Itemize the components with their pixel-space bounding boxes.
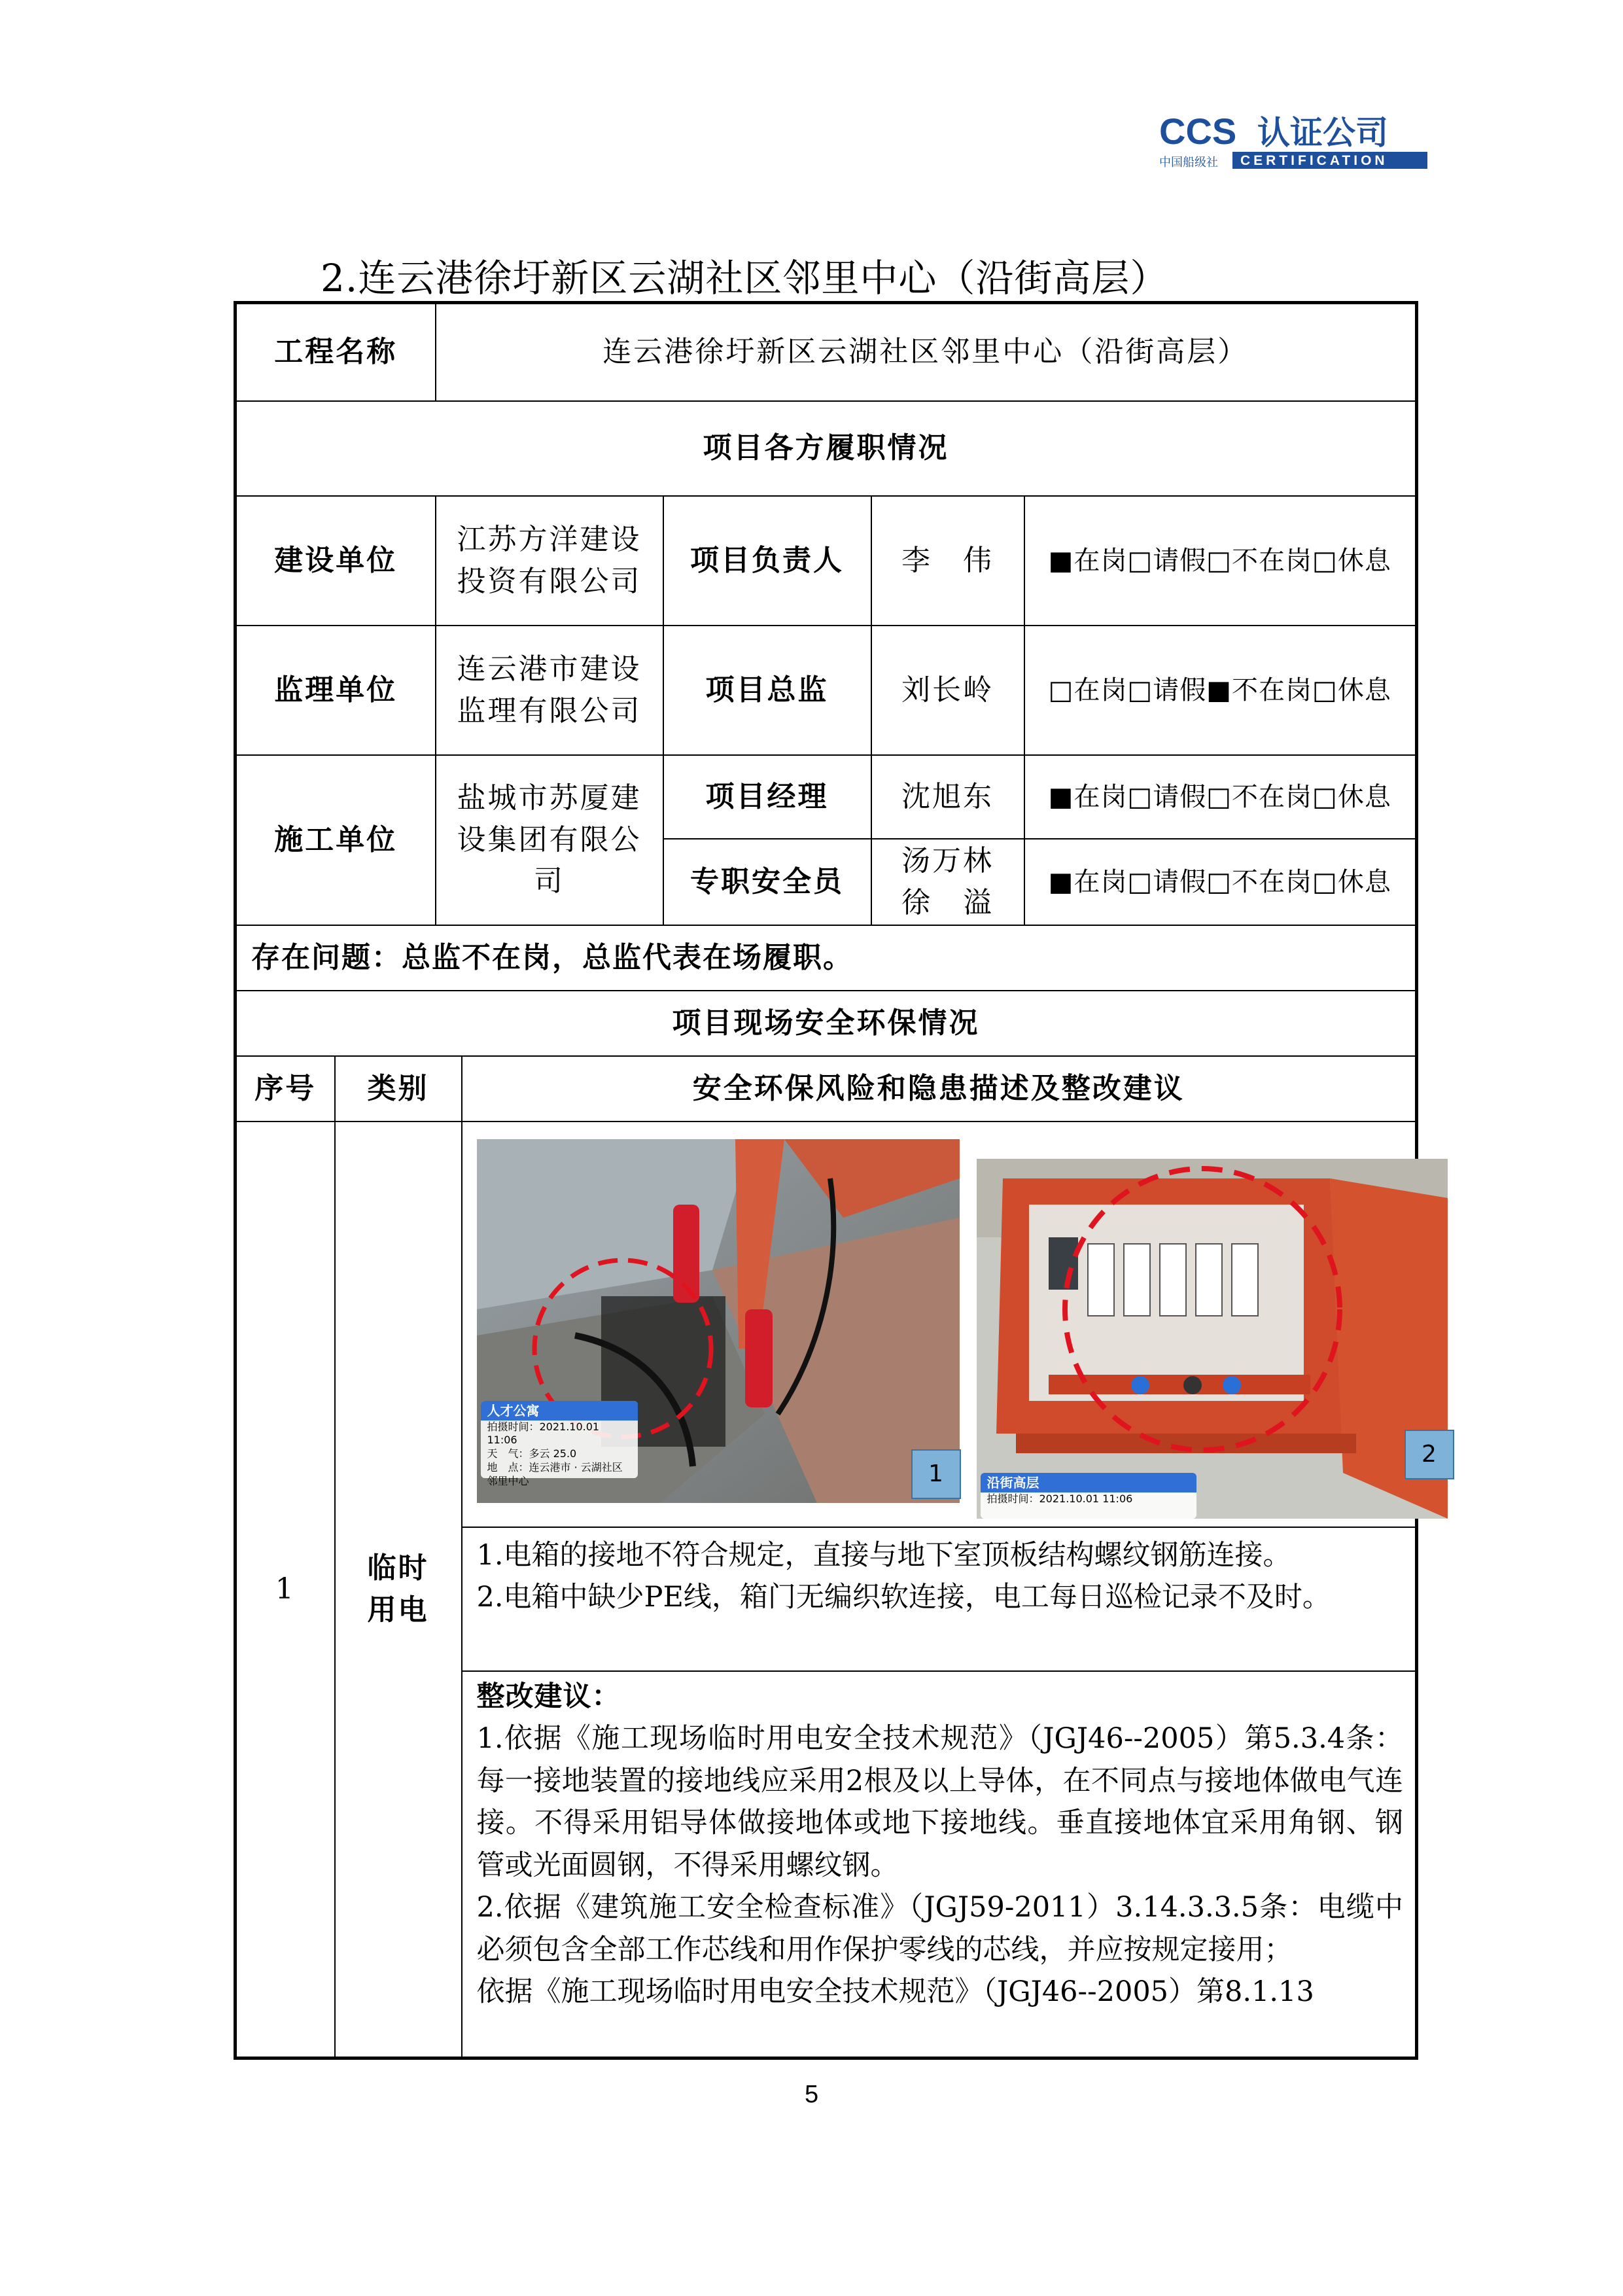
photo-1-badge: 1: [911, 1449, 961, 1499]
rectification-suggestions: [462, 1671, 1417, 2058]
photo-2-stamp-title: 沿街高层: [981, 1473, 1196, 1492]
suggestion-item: 1.依据《施工现场临时用电安全技术规范》（JGJ46--2005）第5.3.4条：每一接地装置的接地线应采用2根及以上导体，在不同点与接地体做电气连接。不得采用铝导体做接地体或地下接地线。垂直接地体宜采用角钢、钢管或光面圆钢，不得采用螺纹钢。: [476, 1722, 1404, 1882]
person-project-leader: 李 伟: [871, 496, 1024, 626]
section-title: 2.连云港徐圩新区云湖社区邻里中心（沿街高层）: [321, 256, 1169, 300]
company-logo: [1159, 110, 1429, 170]
photo-2-badge: 2: [1405, 1430, 1454, 1479]
issue-text: 存在问题：总监不在岗，总监代表在场履职。: [236, 925, 1417, 991]
item-type: 临时用电: [335, 1122, 462, 2058]
col-header-type: 类别: [335, 1056, 462, 1122]
photo-distribution-box: [977, 1159, 1448, 1519]
role-chief-supervisor: 项目总监: [663, 626, 871, 755]
unit-label-construction: 建设单位: [236, 496, 436, 626]
inspection-table: [234, 301, 1437, 2060]
unit-name-construction: 江苏方洋建设投资有限公司: [436, 496, 663, 626]
suggestion-item: 2.依据《建筑施工安全检查标准》（JGJ59-2011）3.14.3.3.5条：电缆中必须包含全部工作芯线和用作保护零线的芯线，并应按规定接用；: [476, 1891, 1404, 1966]
suggestion-item: 依据《施工现场临时用电安全技术规范》（JGJ46--2005）第8.1.13: [476, 1975, 1314, 2008]
photo-1-stamp-line: 地 点：连云港市 · 云湖社区邻里中心: [487, 1460, 623, 1487]
project-name-value: 连云港徐圩新区云湖社区邻里中心（沿街高层）: [436, 303, 1417, 401]
unit-label-builder: 施工单位: [236, 755, 436, 925]
project-name-label: 工程名称: [236, 303, 436, 401]
col-header-desc: 安全环保风险和隐患描述及整改建议: [462, 1056, 1417, 1122]
logo-sub-left: 中国船级社: [1159, 156, 1218, 169]
logo-sub-right: CERTIFICATION: [1240, 153, 1388, 168]
page-number: 5: [805, 2081, 819, 2108]
role-project-manager: 项目经理: [663, 755, 871, 839]
logo-ccs-text: CCS: [1159, 111, 1237, 152]
problem-description: [462, 1527, 1417, 1671]
photo-grounding: [477, 1139, 960, 1503]
photo-1-stamp-line: 拍摄时间：2021.10.01 11:06: [487, 1420, 600, 1447]
suggestions-title: 整改建议：: [476, 1680, 621, 1713]
item-no: 1: [236, 1122, 335, 2058]
photo-2-stamp-line: 拍摄时间：2021.10.01 11:06: [986, 1492, 1133, 1505]
person-project-manager: 沈旭东: [871, 755, 1024, 839]
status-project-leader: ■在岗□请假□不在岗□休息: [1024, 496, 1417, 626]
duties-heading: 项目各方履职情况: [236, 401, 1417, 496]
role-safety-officer: 专职安全员: [663, 839, 871, 925]
person-chief-supervisor: 刘长岭: [871, 626, 1024, 755]
photo-2-stamp: [981, 1473, 1196, 1519]
problem-item: 1.电箱的接地不符合规定，直接与地下室顶板结构螺纹钢筋连接。: [476, 1538, 1291, 1572]
photo-1-stamp-line: 天 气：多云 25.0: [487, 1447, 577, 1460]
status-chief-supervisor: □在岗□请假■不在岗□休息: [1024, 626, 1417, 755]
safety-heading: 项目现场安全环保情况: [236, 991, 1417, 1056]
photo-1-stamp-title: 人才公寓: [481, 1401, 638, 1421]
problem-item: 2.电箱中缺少PE线，箱门无编织软连接，电工每日巡检记录不及时。: [476, 1581, 1331, 1614]
logo-name-text: 认证公司: [1257, 114, 1388, 152]
role-project-leader: 项目负责人: [663, 496, 871, 626]
status-project-manager: ■在岗□请假□不在岗□休息: [1024, 755, 1417, 839]
unit-label-supervision: 监理单位: [236, 626, 436, 755]
unit-name-builder: 盐城市苏厦建设集团有限公司: [436, 755, 663, 925]
unit-name-supervision: 连云港市建设监理有限公司: [436, 626, 663, 755]
col-header-no: 序号: [236, 1056, 335, 1122]
photos-cell: [462, 1122, 1437, 1527]
person-safety-officer: 汤万林 徐 溢: [871, 839, 1024, 925]
status-safety-officer: ■在岗□请假□不在岗□休息: [1024, 839, 1417, 925]
photo-1-stamp: [481, 1401, 638, 1487]
